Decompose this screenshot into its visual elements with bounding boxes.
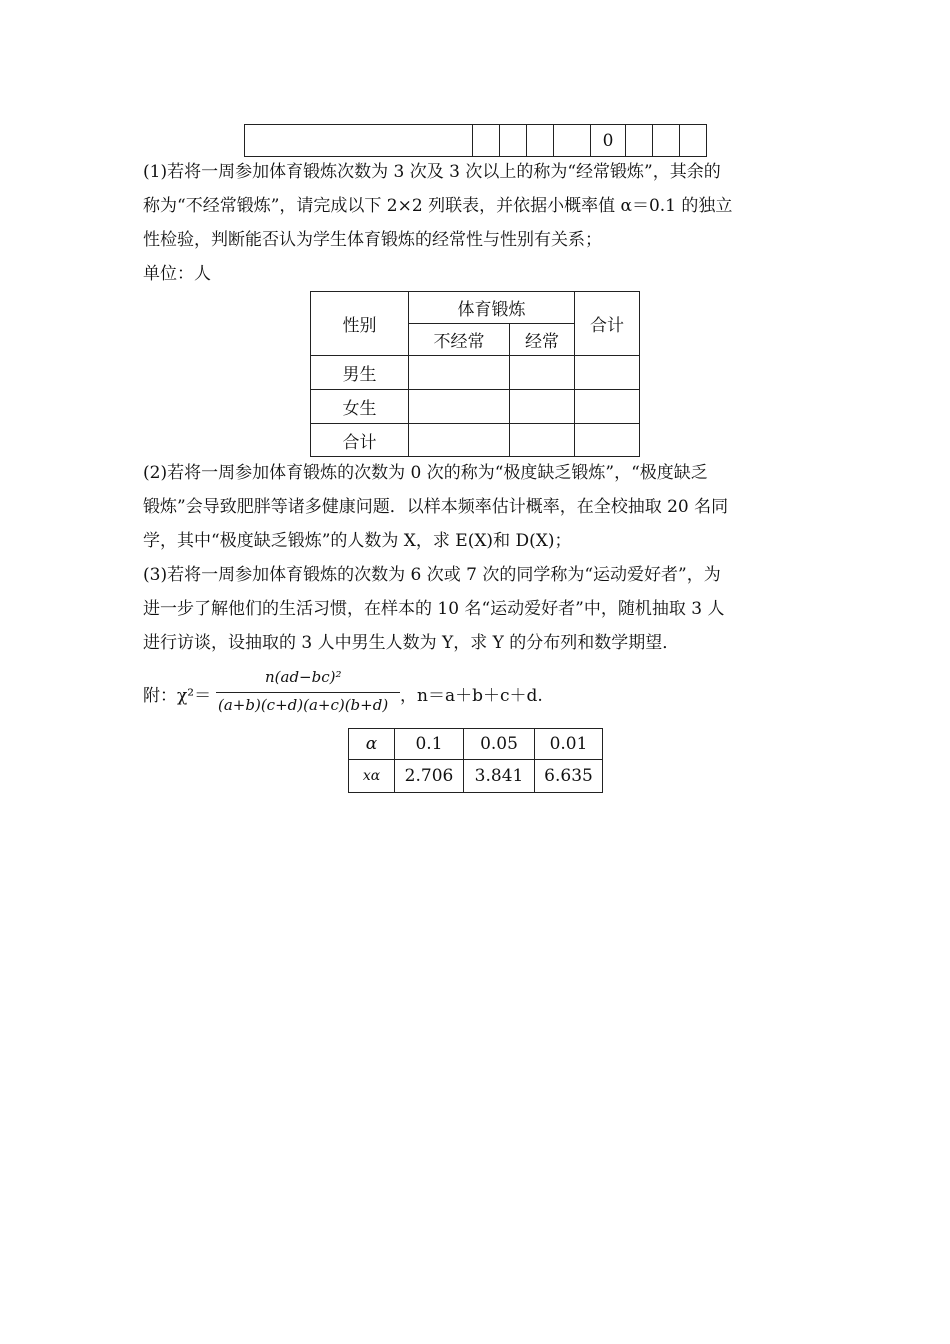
question-1-line: 称为“不经常锻炼”，请完成以下 2×2 列联表，并依据小概率值 α＝0.1 的独立: [143, 196, 733, 216]
question-3-line: 进一步了解他们的生活习惯，在样本的 10 名“运动爱好者”中，随机抽取 3 人: [143, 599, 725, 619]
table-cell: [554, 125, 591, 157]
question-1: [143, 155, 808, 257]
frequency-table-fragment: [244, 124, 707, 157]
table-cell: [527, 125, 554, 157]
table-cell: 0.05: [464, 729, 535, 760]
contingency-table: [310, 291, 640, 457]
formula-suffix: ，n＝a＋b＋c＋d.: [400, 686, 543, 706]
table-cell: 0.01: [535, 729, 603, 760]
unit-label: 单位：人: [143, 264, 211, 284]
table-cell: xα: [349, 760, 395, 793]
question-2-line: 学，其中“极度缺乏锻炼”的人数为 X，求 E(X)和 D(X)；: [143, 531, 572, 551]
table-cell: [575, 390, 640, 424]
row-label-total: 合计: [311, 424, 409, 457]
table-cell: [626, 125, 653, 157]
table-cell: [409, 424, 510, 457]
formula-numerator: n(ad−bc)²: [265, 668, 342, 686]
header-total: 合计: [575, 292, 640, 356]
table-cell: [500, 125, 527, 157]
header-exercise: 体育锻炼: [409, 292, 575, 324]
question-2: [143, 456, 808, 558]
table-cell: 2.706: [395, 760, 464, 793]
row-label-male: 男生: [311, 356, 409, 390]
row-label-female: 女生: [311, 390, 409, 424]
question-3-line: 进行访谈，设抽取的 3 人中男生人数为 Y，求 Y 的分布列和数学期望．: [143, 633, 680, 653]
table-cell: [510, 390, 575, 424]
question-3-line: (3)若将一周参加体育锻炼的次数为 6 次或 7 次的同学称为“运动爱好者”，为: [143, 565, 721, 585]
table-cell: 0.1: [395, 729, 464, 760]
table-cell: [409, 390, 510, 424]
formula-prefix: 附：χ²＝: [143, 686, 212, 706]
question-1-line: 性检验，判断能否认为学生体育锻炼的经常性与性别有关系；: [143, 230, 602, 250]
table-cell: [409, 356, 510, 390]
question-3: [143, 558, 808, 660]
question-2-line: (2)若将一周参加体育锻炼的次数为 0 次的称为“极度缺乏锻炼”，“极度缺乏: [143, 463, 708, 483]
header-often: 经常: [510, 324, 575, 356]
table-cell: 3.841: [464, 760, 535, 793]
formula-denominator: (a+b)(c+d)(a+c)(b+d): [218, 696, 389, 714]
table-cell: [575, 424, 640, 457]
table-cell: [510, 356, 575, 390]
header-gender: 性别: [311, 292, 409, 356]
table-cell: [653, 125, 680, 157]
question-2-line: 锻炼”会导致肥胖等诸多健康问题．以样本频率估计概率，在全校抽取 20 名同: [143, 497, 729, 517]
table-cell: 0: [591, 125, 626, 157]
table-cell: [575, 356, 640, 390]
table-cell: 6.635: [535, 760, 603, 793]
table-cell: [510, 424, 575, 457]
header-not-often: 不经常: [409, 324, 510, 356]
table-cell: [680, 125, 707, 157]
fraction-bar: [216, 692, 400, 693]
table-cell: [473, 125, 500, 157]
table-cell: [245, 125, 473, 157]
critical-value-table: [348, 728, 603, 793]
table-cell: α: [349, 729, 395, 760]
question-1-line: (1)若将一周参加体育锻炼次数为 3 次及 3 次以上的称为“经常锻炼”，其余的: [143, 162, 721, 182]
